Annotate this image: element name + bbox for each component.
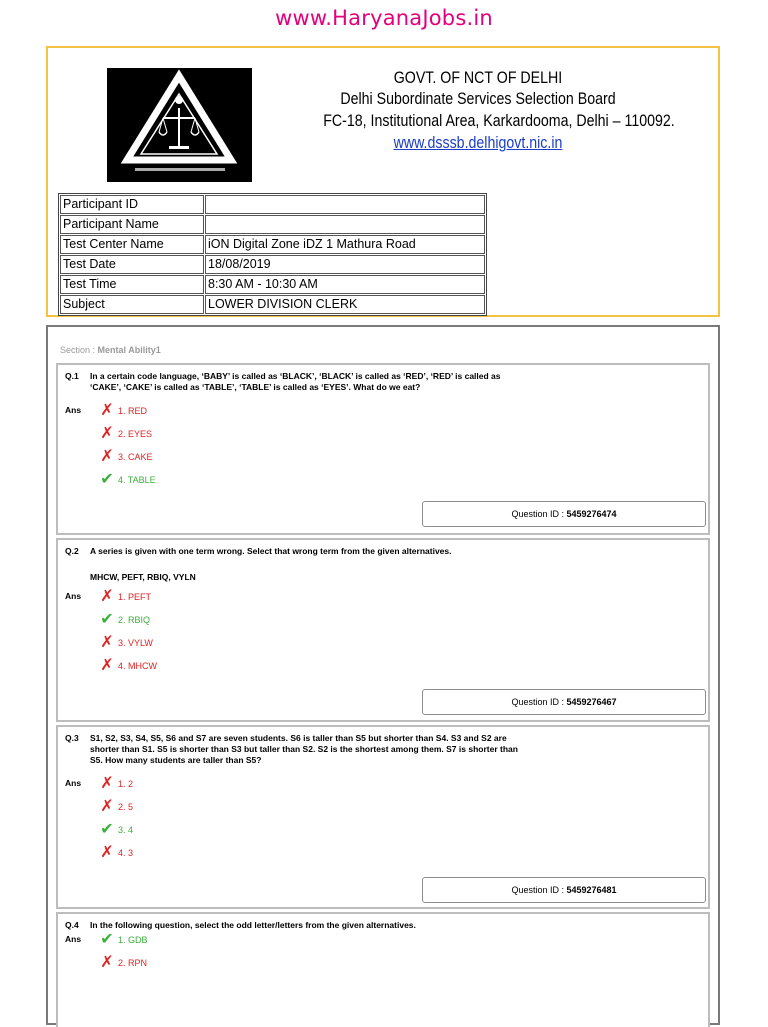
answer-label: Ans: [65, 591, 82, 601]
option-label: 2. 5: [118, 802, 134, 812]
cross-icon: ✗: [100, 448, 114, 465]
cross-icon: ✗: [100, 775, 114, 792]
question-panel: [56, 725, 710, 909]
response-sheet: [46, 325, 720, 1025]
question-id-value: 5459276467: [566, 697, 617, 707]
org-line-1: GOVT. OF NCT OF DELHI: [393, 69, 563, 87]
info-key: Test Center Name: [60, 235, 204, 254]
info-key: Participant ID: [60, 195, 204, 214]
org-line-2: Delhi Subordinate Services Selection Board: [340, 90, 616, 108]
info-key: Subject: [60, 295, 204, 314]
info-value: 8:30 AM - 10:30 AM: [205, 275, 485, 294]
option-label: 3. 4: [118, 825, 134, 835]
info-key: Test Date: [60, 255, 204, 274]
option-label: 4. TABLE: [118, 475, 156, 485]
option-label: 1. PEFT: [118, 592, 152, 602]
info-row: [60, 215, 485, 234]
option-label: 1. RED: [118, 406, 148, 416]
question-text: In the following question, select the odd letter/letters from the given alternatives.: [90, 920, 416, 930]
question-number: Q.4: [65, 920, 79, 930]
question-panel: [56, 538, 710, 722]
question-text: S1, S2, S3, S4, S5, S6 and S7 are seven students. S6 is taller than S5 but shorter than S4. S3 and S2 are shorter than S1. S5 is shorter than S3 but taller than S2. S2 is the shortest among them. S7 is shorter than S5. How many students are taller than S5?: [90, 733, 518, 765]
info-key: Participant Name: [60, 215, 204, 234]
info-row: [60, 295, 485, 314]
question-panel: [56, 912, 710, 1027]
option-label: 1. GDB: [118, 935, 148, 945]
question-series: MHCW, PEFT, RBIQ, VYLN: [90, 572, 196, 582]
cross-icon: ✗: [100, 425, 114, 442]
check-icon: ✔: [100, 471, 114, 488]
question-id-box: [422, 689, 706, 715]
question-text: A series is given with one term wrong. Select that wrong term from the given alternatives.: [90, 546, 452, 556]
question-number: Q.2: [65, 546, 79, 556]
participant-info-table: [58, 193, 487, 316]
option-label: 3. CAKE: [118, 452, 153, 462]
check-icon: ✔: [100, 931, 114, 948]
question-text: In a certain code language, ‘BABY’ is called as ‘BLACK’, ‘BLACK’ is called as ‘RED’, ‘RED’ is called as ‘CAKE’, ‘CAKE’ is called as ‘TABLE’, ‘TABLE’ is called as ‘EYES’. What do we eat?: [90, 371, 501, 392]
question-id-value: 5459276481: [566, 885, 617, 895]
question-id-label: Question ID :: [511, 885, 567, 895]
info-row: [60, 195, 485, 214]
option-label: 3. VYLW: [118, 638, 153, 648]
cross-icon: ✗: [100, 954, 114, 971]
check-icon: ✔: [100, 611, 114, 628]
site-url[interactable]: www.HaryanaJobs.in: [275, 6, 493, 30]
info-value: LOWER DIVISION CLERK: [205, 295, 485, 314]
answer-label: Ans: [65, 934, 82, 944]
info-row: [60, 255, 485, 274]
option-label: 4. 3: [118, 848, 134, 858]
info-key: Test Time: [60, 275, 204, 294]
cross-icon: ✗: [100, 798, 114, 815]
info-row: [60, 235, 485, 254]
question-id-label: Question ID :: [511, 697, 567, 707]
question-number: Q.3: [65, 733, 79, 743]
candidate-header: [46, 46, 720, 317]
org-website-link[interactable]: www.dsssb.delhigovt.nic.in: [393, 134, 563, 152]
info-value: 18/08/2019: [205, 255, 485, 274]
question-id-box: [422, 877, 706, 903]
info-value: iON Digital Zone iDZ 1 Mathura Road: [205, 235, 485, 254]
cross-icon: ✗: [100, 634, 114, 651]
cross-icon: ✗: [100, 588, 114, 605]
option-label: 2. EYES: [118, 429, 153, 439]
option-label: 4. MHCW: [118, 661, 157, 671]
cross-icon: ✗: [100, 402, 114, 419]
question-number: Q.1: [65, 371, 79, 381]
organization-block: [298, 68, 675, 154]
info-value: [205, 195, 485, 214]
question-panel: [56, 363, 710, 535]
section-prefix: Section :: [60, 345, 98, 355]
option-label: 1. 2: [118, 779, 134, 789]
section-name: Mental Ability1: [97, 345, 161, 355]
question-id-value: 5459276474: [566, 509, 617, 519]
cross-icon: ✗: [100, 657, 114, 674]
org-line-3: FC-18, Institutional Area, Karkardooma, Delhi – 110092.: [323, 112, 675, 130]
section-label: [60, 345, 161, 355]
question-id-label: Question ID :: [511, 509, 567, 519]
question-id-box: [422, 501, 706, 527]
answer-label: Ans: [65, 778, 82, 788]
check-icon: ✔: [100, 821, 114, 838]
info-row: [60, 275, 485, 294]
info-value: [205, 215, 485, 234]
option-label: 2. RBIQ: [118, 615, 151, 625]
answer-label: Ans: [65, 405, 82, 415]
option-label: 2. RPN: [118, 958, 148, 968]
dsssb-logo: [107, 68, 252, 182]
cross-icon: ✗: [100, 844, 114, 861]
